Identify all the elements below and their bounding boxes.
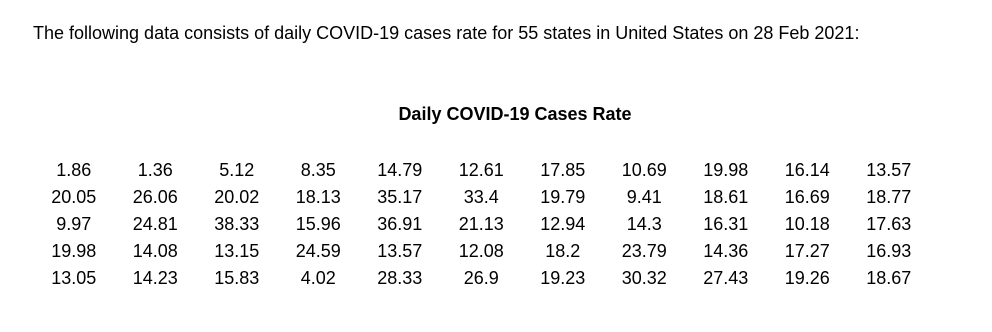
table-cell: 13.15 [214,241,260,261]
table-cell: 15.96 [295,214,341,234]
table-cell: 12.94 [540,214,586,234]
table-cell: 1.36 [137,160,173,180]
table-cell: 36.91 [377,214,423,234]
table-cell: 1.86 [56,160,92,180]
table-cell: 27.43 [703,268,749,288]
table-cell: 23.79 [621,241,667,261]
table-cell: 16.93 [866,241,912,261]
table-cell: 16.31 [703,214,749,234]
table-cell: 20.02 [214,187,260,207]
table-cell: 12.08 [458,241,504,261]
cases-rate-table [33,157,930,292]
table-cell: 14.36 [703,241,749,261]
table-cell: 18.13 [295,187,341,207]
table-cell: 14.3 [626,214,662,234]
table-cell: 19.98 [51,241,97,261]
table-cell: 35.17 [377,187,423,207]
table-title: Daily COVID-19 Cases Rate [398,104,632,124]
table-cell: 19.23 [540,268,586,288]
table-cell: 18.67 [866,268,912,288]
table-cell: 12.61 [458,160,504,180]
table-cell: 8.35 [300,160,336,180]
table-cell: 9.97 [56,214,92,234]
table-cell: 19.26 [784,268,830,288]
table-cell: 19.98 [703,160,749,180]
table-cell: 4.02 [300,268,336,288]
table-cell: 10.18 [784,214,830,234]
table-cell: 18.61 [703,187,749,207]
table-cell: 13.57 [866,160,912,180]
intro-paragraph: The following data consists of daily COVID-19 cases rate for 55 states in United States on 28 Feb 2021: [33,23,860,43]
table-cell: 18.2 [545,241,581,261]
table-row [33,157,930,184]
table-cell: 24.59 [295,241,341,261]
table-cell: 24.81 [132,214,178,234]
table-cell: 19.79 [540,187,586,207]
table-cell: 21.13 [458,214,504,234]
table-cell: 10.69 [621,160,667,180]
table-cell: 16.69 [784,187,830,207]
table-row [33,265,930,292]
table-cell: 17.85 [540,160,586,180]
table-cell: 18.77 [866,187,912,207]
table-body [33,157,930,292]
table-cell: 33.4 [463,187,499,207]
table-row [33,184,930,211]
table-cell: 30.32 [621,268,667,288]
table-cell: 15.83 [214,268,260,288]
table-row [33,211,930,238]
table-cell: 26.06 [132,187,178,207]
table-cell: 14.23 [132,268,178,288]
table-cell: 9.41 [626,187,662,207]
table-cell: 16.14 [784,160,830,180]
table-cell: 17.27 [784,241,830,261]
table-cell: 38.33 [214,214,260,234]
table-cell: 13.57 [377,241,423,261]
table-cell: 5.12 [219,160,255,180]
table-cell: 13.05 [51,268,97,288]
table-cell: 14.08 [132,241,178,261]
table-cell: 17.63 [866,214,912,234]
table-cell: 26.9 [463,268,499,288]
table-cell: 28.33 [377,268,423,288]
table-cell: 20.05 [51,187,97,207]
table-cell: 14.79 [377,160,423,180]
table-row [33,238,930,265]
